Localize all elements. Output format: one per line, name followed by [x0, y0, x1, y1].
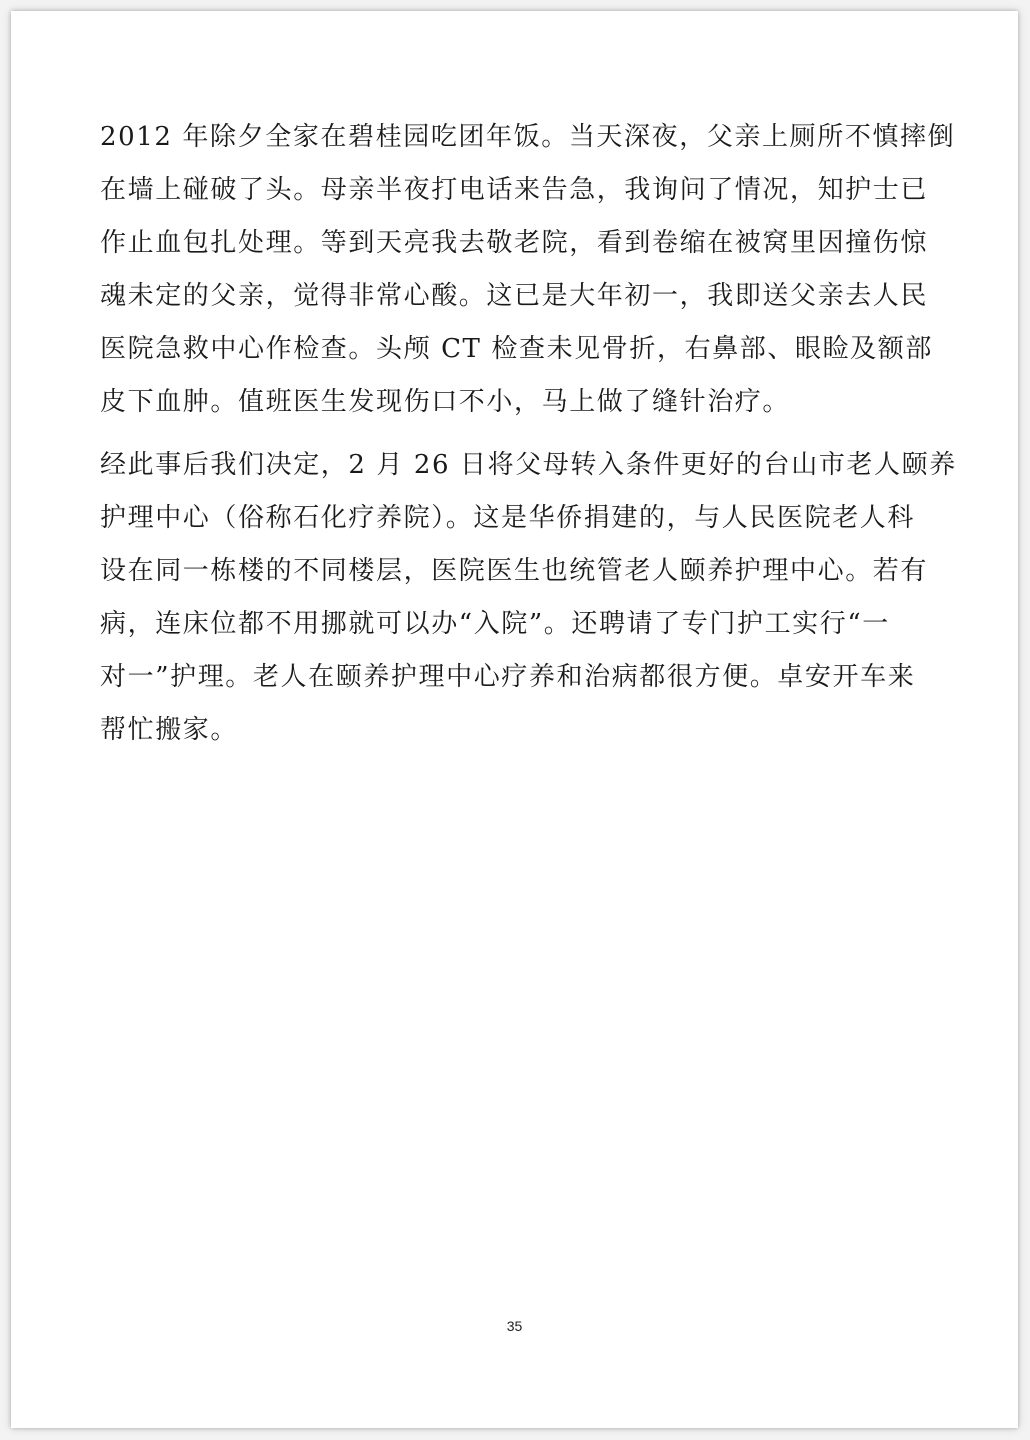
text-line: 设在同一栋楼的不同楼层，医院医生也统管老人颐养护理中心。若有 [100, 556, 929, 586]
document-page [11, 11, 1018, 1428]
paragraph-2 [100, 439, 960, 757]
paragraph-1 [100, 111, 960, 429]
text-line: 作止血包扎处理。等到天亮我去敬老院，看到卷缩在被窝里因撞伤惊 [100, 228, 929, 258]
text-line: 魂未定的父亲，觉得非常心酸。这已是大年初一，我即送父亲去人民 [100, 281, 929, 311]
page-number: 35 [506, 1318, 523, 1334]
text-line: 2012 年除夕全家在碧桂园吃团年饭。当天深夜，父亲上厕所不慎摔倒 [100, 122, 956, 152]
text-line: 对一”护理。老人在颐养护理中心疗养和治病都很方便。卓安开车来 [100, 662, 916, 692]
text-line: 护理中心（俗称石化疗养院）。这是华侨捐建的，与人民医院老人科 [100, 503, 916, 533]
text-line: 经此事后我们决定，2 月 26 日将父母转入条件更好的台山市老人颐养 [100, 450, 957, 480]
text-line: 皮下血肿。值班医生发现伤口不小，马上做了缝针治疗。 [100, 387, 791, 417]
text-line: 医院急救中心作检查。头颅 CT 检查未见骨折，右鼻部、眼睑及额部 [100, 334, 933, 364]
page-body [100, 111, 960, 767]
text-line: 帮忙搬家。 [100, 715, 239, 745]
text-line: 在墙上碰破了头。母亲半夜打电话来告急，我询问了情况，知护士已 [100, 175, 929, 205]
text-line: 病，连床位都不用挪就可以办“入院”。还聘请了专门护工实行“一 [100, 609, 890, 639]
